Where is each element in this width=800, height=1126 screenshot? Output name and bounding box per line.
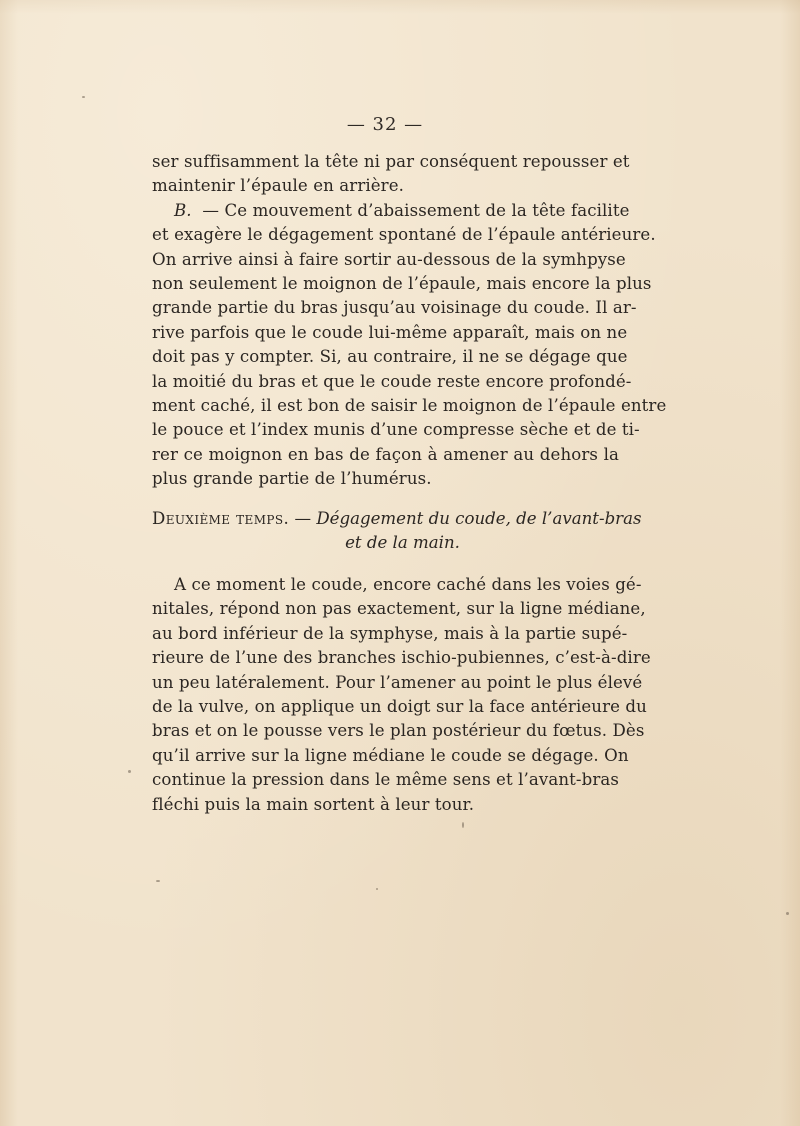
section-heading-line — [152, 507, 642, 531]
section-title-continuation: et de la main. — [345, 533, 460, 553]
paragraph-b-first-line — [152, 199, 630, 223]
text-line: plus grande partie de l’humérus. — [152, 469, 432, 489]
text-line: ment caché, il est bon de saisir le moignon de l’épaule entre — [152, 395, 667, 415]
text-line: grande partie du bras jusqu’au voisinage du coude. Il ar- — [152, 298, 637, 318]
text-line: maintenir l’épaule en arrière. — [152, 176, 405, 196]
text-line: le pouce et l’index munis d’une compresse sèche et de ti- — [152, 420, 640, 440]
text-line: qu’il arrive sur la ligne médiane le coude se dégage. On — [152, 745, 629, 765]
section-dash: — — [294, 509, 312, 528]
text-line: rive parfois que le coude lui-même apparaît, mais on ne — [152, 322, 628, 342]
section-label: Deuxième temps. — [152, 509, 290, 528]
paper-speck — [376, 888, 378, 890]
text-block-top — [152, 150, 667, 491]
paper-speck — [786, 912, 789, 915]
paper-speck — [128, 770, 131, 773]
text-line: rieure de l’une des branches ischio-pubiennes, c’est-à-dire — [152, 648, 651, 668]
paper-speck — [462, 822, 464, 828]
text-line: bras et on le pousse vers le plan postérieur du fœtus. Dès — [152, 721, 645, 741]
section-heading — [152, 507, 642, 556]
text-line: rer ce moignon en bas de façon à amener au dehors la — [152, 444, 619, 464]
text-line: ser suffisamment la tête ni par conséquent repousser et — [152, 152, 630, 171]
text-line: doit pas y compter. Si, au contraire, il ne se dégage que — [152, 347, 628, 367]
text-line: non seulement le moignon de l’épaule, mais encore la plus — [152, 273, 652, 293]
text-line: et exagère le dégagement spontané de l’épaule antérieure. — [152, 225, 656, 245]
text-line: nitales, répond non pas exactement, sur la ligne médiane, — [152, 599, 646, 619]
text-line: A ce moment le coude, encore caché dans les voies gé- — [174, 575, 642, 594]
text-line: On arrive ainsi à faire sortir au-dessous de la symhpyse — [152, 249, 626, 269]
section-title: Dégagement du coude, de l’avant-bras — [316, 509, 642, 528]
text-block-bottom — [152, 573, 651, 817]
paragraph-label: B. — [174, 200, 192, 220]
paper-speck — [156, 880, 160, 882]
text-line: de la vulve, on applique un doigt sur la face antérieure du — [152, 696, 647, 716]
text-line: un peu latéralement. Pour l’amener au point le plus élevé — [152, 672, 643, 692]
text-line: continue la pression dans le même sens et l’avant-bras — [152, 770, 619, 790]
text-line: fléchi puis la main sortent à leur tour. — [152, 794, 475, 814]
text-line: la moitié du bras et que le coude reste encore profondé- — [152, 371, 632, 391]
text-span: — Ce mouvement d’abaissement de la tête facilite — [202, 200, 630, 220]
page-number: — 32 — — [346, 114, 424, 135]
paper-speck — [82, 96, 85, 98]
text-line: au bord inférieur de la symphyse, mais à la partie supé- — [152, 623, 628, 643]
